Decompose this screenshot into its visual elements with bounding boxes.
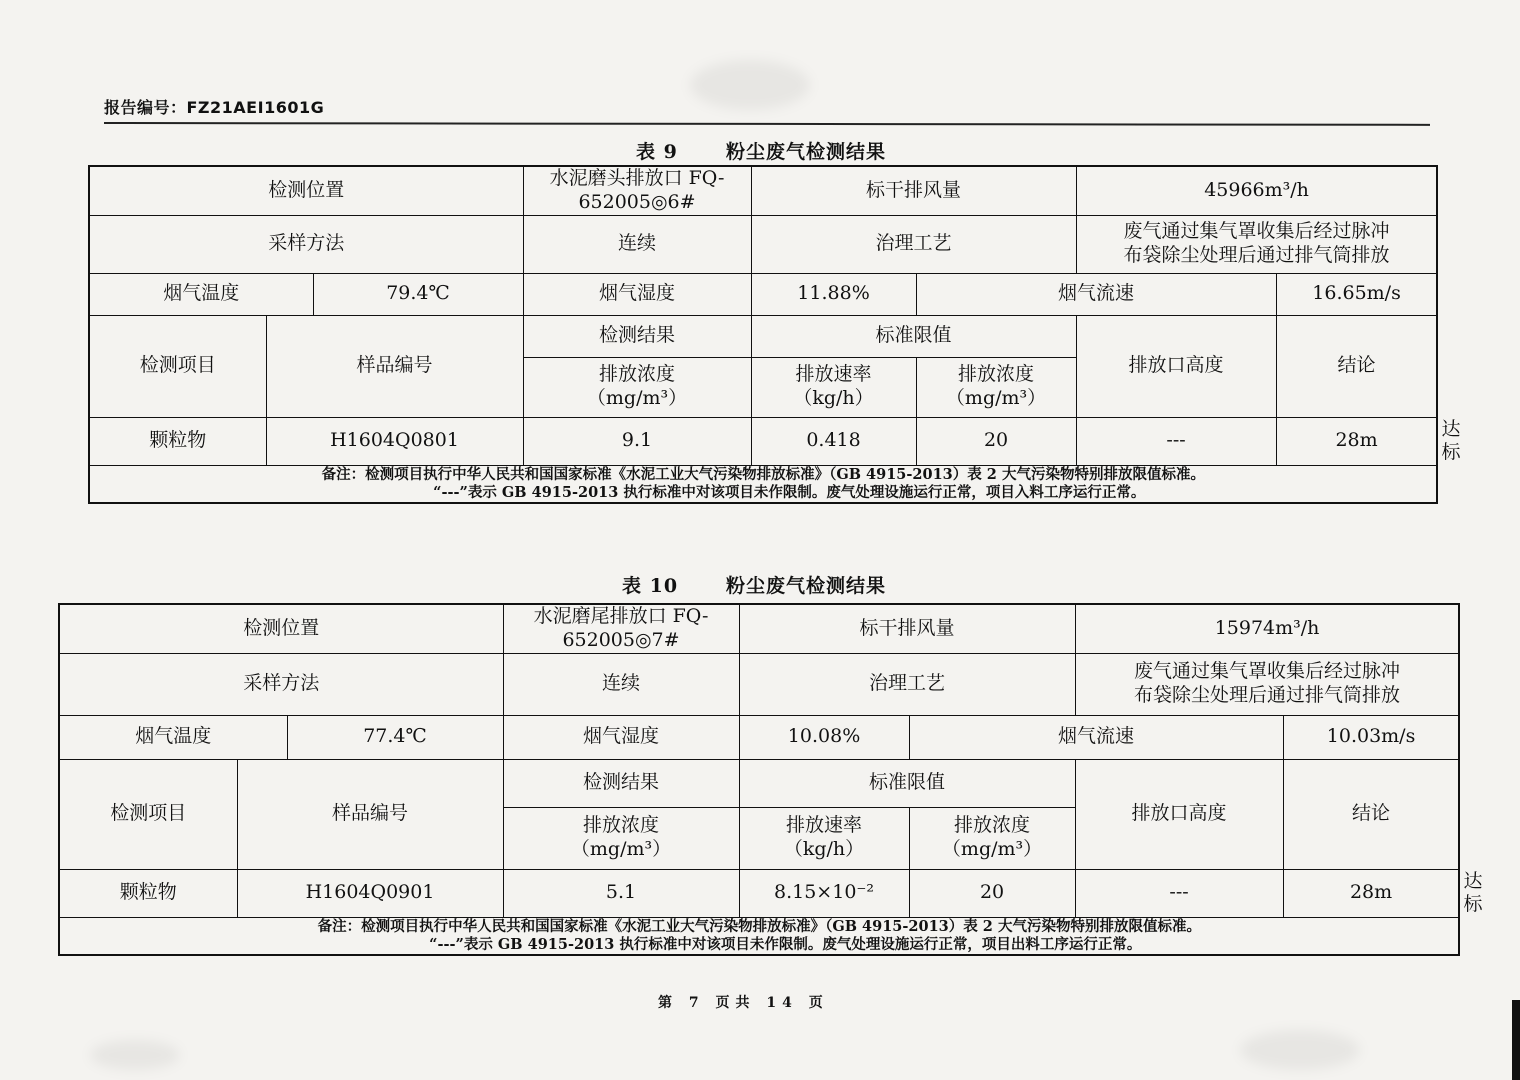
conc-unit: （mg/m³） (941, 838, 1043, 860)
conc-label: 排放浓度 (954, 814, 1031, 837)
rate-unit: （kg/h） (793, 387, 874, 409)
table-caption (636, 137, 886, 164)
page-number: 第 7 页共 14 页 (658, 995, 829, 1011)
velocity-value: 16.65m/s (1276, 273, 1437, 315)
row-sample: H1604Q0801 (266, 417, 523, 466)
limit-header: 标准限值 (751, 315, 1076, 357)
header-divider (104, 122, 1430, 126)
limit-conc-header (916, 357, 1076, 417)
note-line-2: “---”表示 GB 4915-2013 执行标准中对该项目未作限制。废气处理设施运行正常，项目入料工序运行正常。 (433, 484, 1146, 502)
process-value (1076, 215, 1437, 273)
result-conc-header (503, 807, 739, 869)
conc-label: 排放浓度 (599, 363, 676, 386)
process-label: 治理工艺 (751, 215, 1076, 273)
height-header: 排放口高度 (1076, 315, 1276, 417)
table-title: 粉尘废气检测结果 (726, 575, 887, 597)
height-header: 排放口高度 (1075, 759, 1283, 869)
result-header: 检测结果 (503, 759, 739, 807)
process-value (1075, 653, 1459, 715)
table-note (89, 466, 1437, 504)
item-header: 检测项目 (89, 315, 266, 417)
row-conc: 5.1 (503, 869, 739, 918)
velocity-value: 10.03m/s (1283, 715, 1459, 759)
row-height: 28m (1276, 417, 1437, 466)
flow-value: 15974m³/h (1075, 604, 1459, 653)
sampling-label: 采样方法 (59, 653, 503, 715)
conclusion-header: 结论 (1283, 759, 1459, 869)
table-row: 颗粒物 H1604Q0901 5.1 8.15×10⁻² 20 --- 28m 达标 (59, 869, 1459, 918)
rate-label: 排放速率 (795, 363, 872, 386)
row-limit-conc: 20 (916, 417, 1076, 466)
result-header: 检测结果 (523, 315, 751, 357)
flow-label: 标干排风量 (739, 604, 1075, 653)
flow-label: 标干排风量 (751, 166, 1076, 215)
sampling-label: 采样方法 (89, 215, 523, 273)
table-row: 颗粒物 H1604Q0801 9.1 0.418 20 --- 28m 达标 (89, 417, 1437, 466)
process-line-1: 废气通过集气罩收集后经过脉冲 (1123, 220, 1390, 243)
process-line-2: 布袋除尘处理后通过排气筒排放 (1134, 684, 1401, 706)
result-rate-header (751, 357, 916, 417)
scan-edge (1512, 1000, 1520, 1080)
sample-header: 样品编号 (237, 759, 503, 869)
sample-header: 样品编号 (266, 315, 523, 417)
humidity-value: 10.08% (739, 715, 909, 759)
table-caption (622, 571, 886, 598)
row-limit-rate: --- (1075, 869, 1283, 918)
conc-label: 排放浓度 (583, 814, 660, 837)
sampling-value: 连续 (523, 215, 751, 273)
row-item: 颗粒物 (59, 869, 237, 918)
row-height: 28m (1283, 869, 1459, 918)
result-rate-header (739, 807, 909, 869)
location-value: 水泥磨尾排放口 FQ-652005◎7# (503, 604, 739, 653)
conc-label: 排放浓度 (958, 363, 1035, 386)
note-line-2: “---”表示 GB 4915-2013 执行标准中对该项目未作限制。废气处理设施运行正常，项目出料工序运行正常。 (429, 936, 1142, 954)
conc-unit: （mg/m³） (945, 387, 1047, 409)
row-limit-rate: --- (1076, 417, 1276, 466)
result-conc-header (523, 357, 751, 417)
process-line-2: 布袋除尘处理后通过排气筒排放 (1123, 244, 1390, 266)
flow-value: 45966m³/h (1076, 166, 1437, 215)
item-header: 检测项目 (59, 759, 237, 869)
limit-header: 标准限值 (739, 759, 1075, 807)
location-label: 检测位置 (89, 166, 523, 215)
limit-conc-header (909, 807, 1075, 869)
row-limit-conc: 20 (909, 869, 1075, 918)
row-item: 颗粒物 (89, 417, 266, 466)
conc-unit: （mg/m³） (570, 838, 672, 860)
sampling-value: 连续 (503, 653, 739, 715)
table-number: 表 10 (622, 575, 679, 597)
table-number: 表 9 (636, 141, 678, 163)
table-title: 粉尘废气检测结果 (726, 141, 887, 163)
results-table-10 (58, 603, 1483, 956)
location-value: 水泥磨头排放口 FQ-652005◎6# (523, 166, 751, 215)
results-table-9 (88, 165, 1461, 504)
temperature-value: 77.4℃ (287, 715, 503, 759)
rate-label: 排放速率 (786, 814, 863, 837)
location-label: 检测位置 (59, 604, 503, 653)
humidity-value: 11.88% (751, 273, 916, 315)
note-line-1: 备注：检测项目执行中华人民共和国国家标准《水泥工业大气污染物排放标准》（GB 4915-2013）表 2 大气污染物特别排放限值标准。 (317, 918, 1201, 935)
row-rate: 0.418 (751, 417, 916, 466)
table-note (59, 918, 1459, 956)
row-sample: H1604Q0901 (237, 869, 503, 918)
note-line-1: 备注：检测项目执行中华人民共和国国家标准《水泥工业大气污染物排放标准》（GB 4915-2013）表 2 大气污染物特别排放限值标准。 (321, 466, 1205, 483)
temperature-label: 烟气温度 (59, 715, 287, 759)
process-label: 治理工艺 (739, 653, 1075, 715)
conclusion-header: 结论 (1276, 315, 1437, 417)
temperature-label: 烟气温度 (89, 273, 313, 315)
velocity-label: 烟气流速 (916, 273, 1276, 315)
velocity-label: 烟气流速 (909, 715, 1283, 759)
humidity-label: 烟气湿度 (523, 273, 751, 315)
row-rate: 8.15×10⁻² (739, 869, 909, 918)
conc-unit: （mg/m³） (586, 387, 688, 409)
rate-unit: （kg/h） (783, 838, 865, 860)
process-line-1: 废气通过集气罩收集后经过脉冲 (1134, 660, 1401, 683)
row-conc: 9.1 (523, 417, 751, 466)
humidity-label: 烟气湿度 (503, 715, 739, 759)
temperature-value: 79.4℃ (313, 273, 523, 315)
report-number: 报告编号：FZ21AEI1601G (104, 98, 325, 117)
